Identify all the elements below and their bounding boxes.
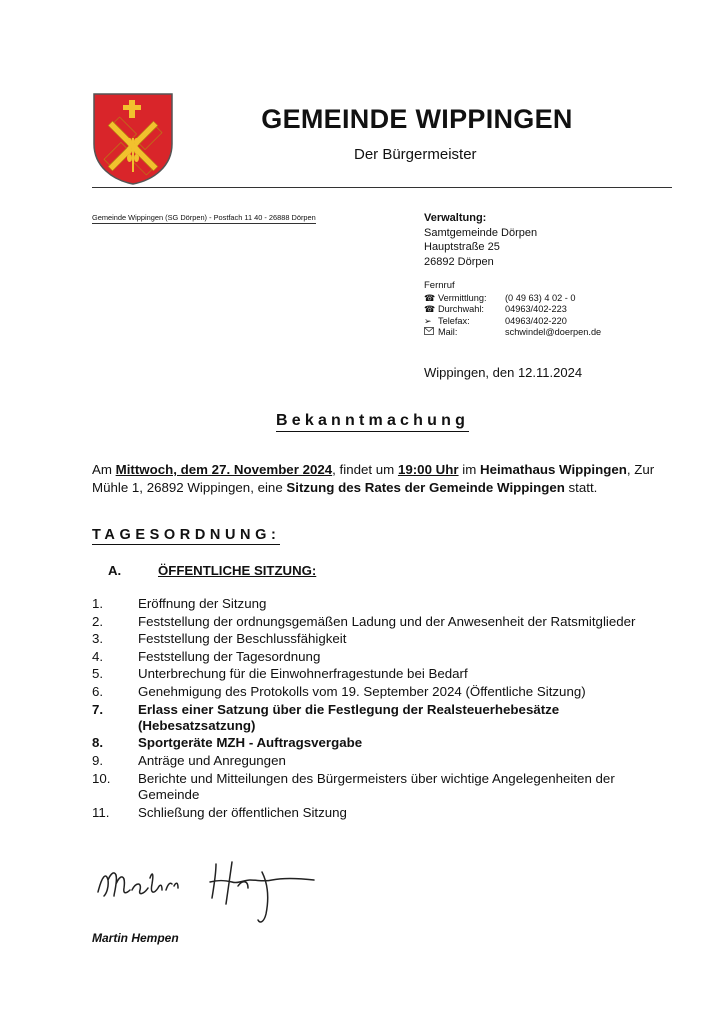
meeting-venue: Heimathaus Wippingen <box>479 462 627 477</box>
administration-line: Samtgemeinde Dörpen <box>424 226 538 239</box>
contact-key: Vermittlung: <box>438 292 487 303</box>
item-text: Feststellung der ordnungsgemäßen Ladung und der Anwesenheit der Ratsmitglieder <box>138 613 636 629</box>
contact-row <box>424 293 601 305</box>
meeting-date: Mittwoch, dem 27. November 2024 <box>115 462 333 477</box>
mail-icon <box>424 327 438 339</box>
intro-text: , Zur Mühle 1, 26892 Wippingen, eine <box>92 462 655 495</box>
intro-text: , findet um <box>332 462 398 477</box>
item-text: Feststellung der Beschlussfähigkeit <box>138 631 347 647</box>
item-number: 7. <box>92 701 104 717</box>
meeting-name: Sitzung des Rates der Gemeinde Wippingen <box>286 480 565 495</box>
agenda-item <box>92 771 652 804</box>
item-text: Anträge und Anregungen <box>138 753 286 769</box>
item-number: 1. <box>92 596 104 611</box>
contact-key: Mail: <box>438 327 458 338</box>
item-text: Erlass einer Satzung über die Festlegung der Realsteuerhebesätze (Hebesatzsatzung) <box>138 701 560 733</box>
item-number: 4. <box>92 648 104 664</box>
item-number: 5. <box>92 666 104 682</box>
municipality-title: GEMEINDE WIPPINGEN <box>261 104 573 134</box>
section-letter: A. <box>108 563 122 578</box>
contact-row <box>424 327 601 339</box>
intro-text: im <box>458 462 480 477</box>
contact-value: 04963/402-223 <box>505 304 567 315</box>
sender-address-line: Gemeinde Wippingen (SG Dörpen) - Postfach 11 40 - 26888 Dörpen <box>92 213 316 222</box>
item-text: Genehmigung des Protokolls vom 19. September 2024 (Öffentliche Sitzung) <box>138 683 586 699</box>
item-text: Feststellung der Tagesordnung <box>138 648 321 664</box>
fax-arrow-icon: ➢ <box>424 315 432 326</box>
announcement-title: Bekanntmachung <box>276 412 469 432</box>
agenda-item <box>92 702 652 735</box>
agenda-item <box>92 649 652 665</box>
item-number: 8. <box>92 735 104 751</box>
phone-icon: ☎ <box>424 304 436 315</box>
agenda-item <box>92 805 652 821</box>
contact-key: Durchwahl: <box>438 304 484 315</box>
section-title: ÖFFENTLICHE SITZUNG: <box>158 563 317 578</box>
mayor-subtitle: Der Bürgermeister <box>354 146 477 163</box>
contact-value: 04963/402-220 <box>505 315 567 326</box>
intro-text: statt. <box>564 480 598 495</box>
item-number: 10. <box>92 770 111 786</box>
item-text: Eröffnung der Sitzung <box>138 596 267 611</box>
item-text: Berichte und Mitteilungen des Bürgermeisters über wichtige Angelegenheiten der Gemeinde <box>138 770 615 802</box>
item-number: 6. <box>92 683 104 699</box>
agenda-item <box>92 666 652 682</box>
agenda-item <box>92 735 652 751</box>
agenda-heading: TAGESORDNUNG: <box>92 527 281 543</box>
handwritten-signature <box>92 850 332 930</box>
item-number: 2. <box>92 613 104 629</box>
agenda-item <box>92 684 652 700</box>
phone-icon: ☎ <box>424 292 436 303</box>
item-text: Unterbrechung für die Einwohnerfragestunde bei Bedarf <box>138 666 468 682</box>
contact-key: Telefax: <box>438 315 470 326</box>
agenda-item <box>92 753 652 769</box>
section-heading <box>108 563 316 578</box>
header-divider <box>92 187 672 188</box>
administration-line: 26892 Dörpen <box>424 255 494 268</box>
meeting-time: 19:00 Uhr <box>397 462 459 477</box>
agenda-item <box>92 631 652 647</box>
signer-name: Martin Hempen <box>92 931 179 945</box>
administration-heading: Verwaltung: <box>424 212 487 224</box>
item-text: Sportgeräte MZH - Auftragsvergabe <box>138 735 363 751</box>
contact-value: (0 49 63) 4 02 - 0 <box>505 292 576 303</box>
administration-block <box>424 211 537 269</box>
item-number: 3. <box>92 631 104 647</box>
contact-label: Fernruf <box>424 280 455 291</box>
agenda-item <box>92 596 652 612</box>
item-number: 11. <box>92 804 110 820</box>
agenda-list <box>92 596 652 822</box>
dateline: Wippingen, den 12.11.2024 <box>424 365 583 380</box>
contact-row <box>424 304 601 316</box>
item-text: Schließung der öffentlichen Sitzung <box>138 804 347 820</box>
item-number: 9. <box>92 753 104 769</box>
administration-line: Hauptstraße 25 <box>424 241 500 253</box>
intro-text: Am <box>92 462 116 477</box>
contact-block <box>424 280 601 339</box>
intro-paragraph <box>92 461 672 497</box>
contact-email[interactable]: schwindel@doerpen.de <box>505 327 602 338</box>
agenda-item <box>92 614 652 630</box>
contact-row <box>424 316 601 328</box>
